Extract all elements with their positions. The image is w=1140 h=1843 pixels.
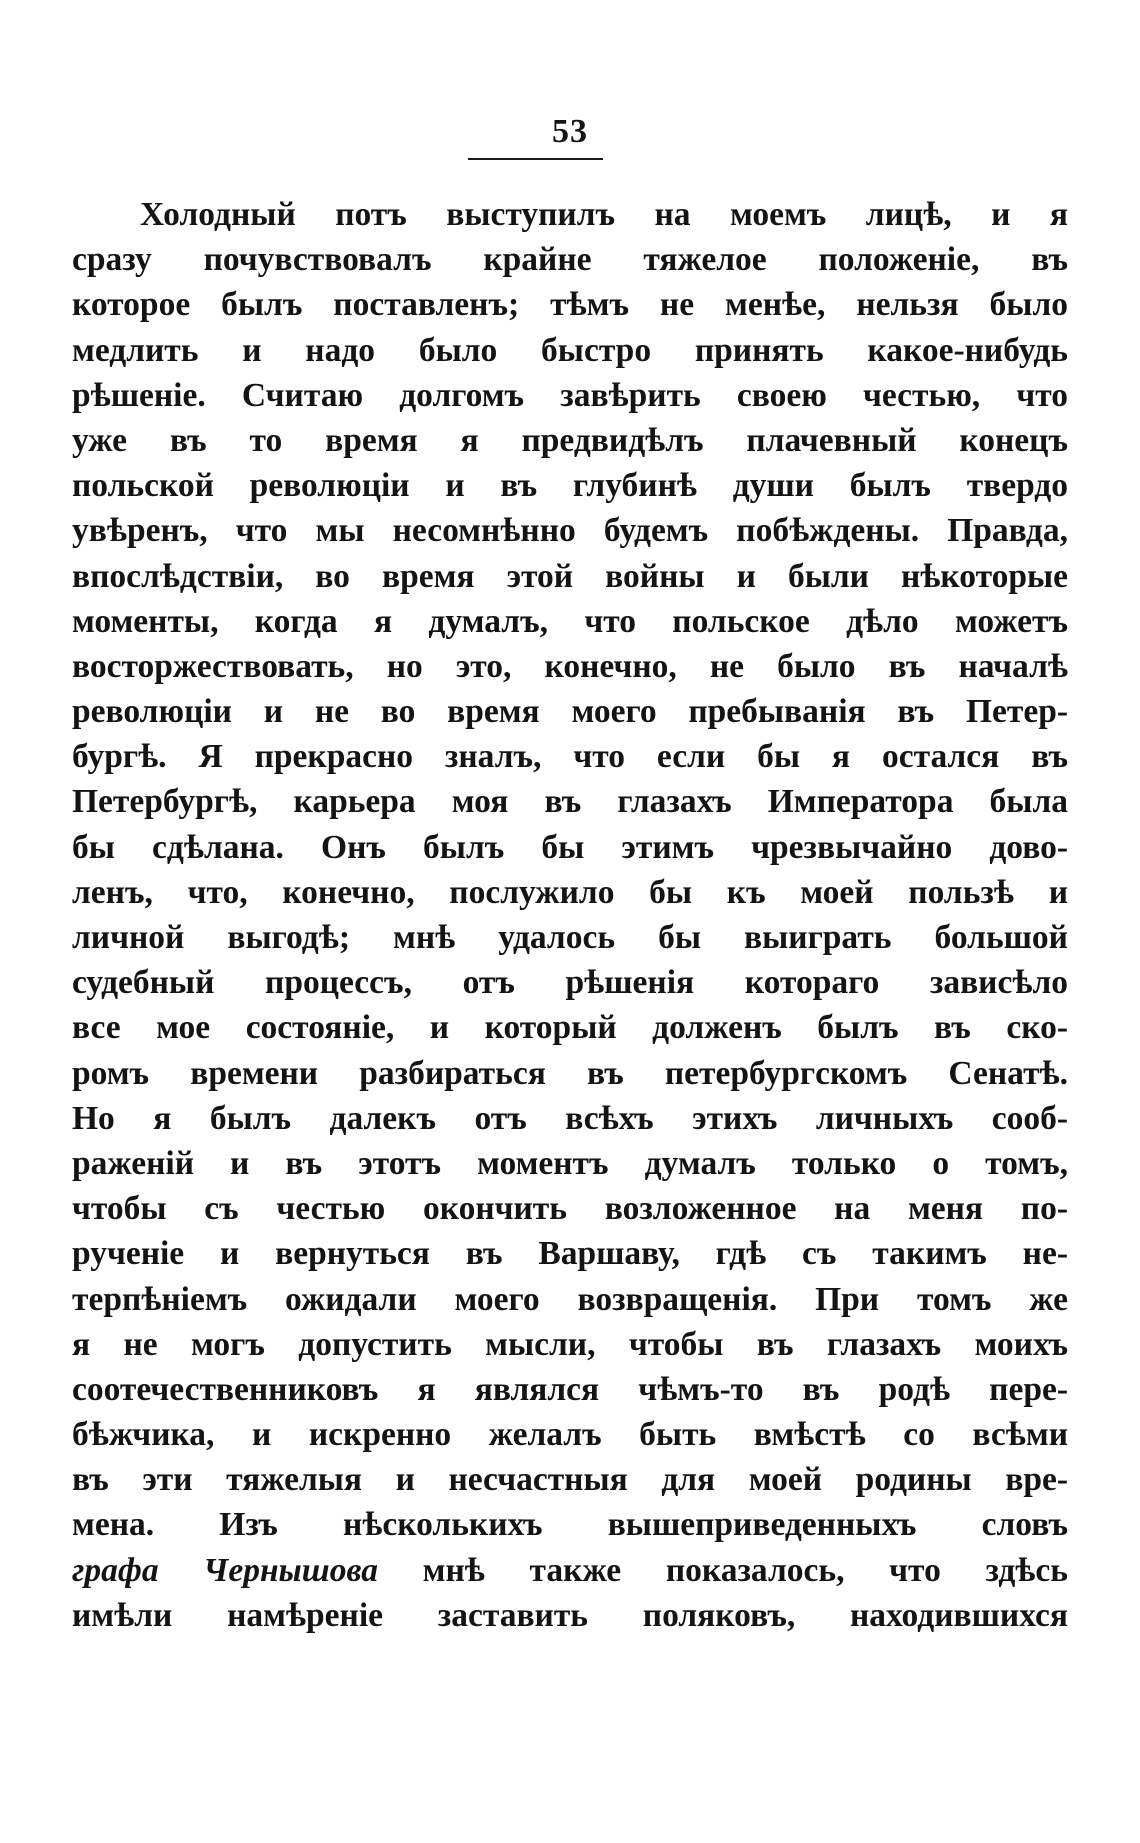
text-line: чтобы съ честью окончить возложенное на меня по-	[72, 1190, 1068, 1228]
text-line: я не могъ допустить мысли, чтобы въ глазахъ моихъ	[72, 1325, 1068, 1363]
text-line: терпѣніемъ ожидали моего возвращенія. При томъ же	[72, 1280, 1068, 1318]
text-line: рѣшеніе. Считаю долгомъ завѣрить своею честью, что	[72, 376, 1068, 414]
text-line: ленъ, что, конечно, послужило бы къ моей пользѣ и	[72, 873, 1068, 911]
text-line: бѣжчика, и искренно желалъ быть вмѣстѣ со всѣми	[72, 1416, 1068, 1454]
text-line: бургѣ. Я прекрасно зналъ, что если бы я остался въ	[72, 738, 1068, 776]
text-line: Холодный потъ выступилъ на моемъ лицѣ, и я	[140, 196, 1068, 233]
text-line: увѣренъ, что мы несомнѣнно будемъ побѣждены. Правда,	[72, 512, 1068, 550]
text-line: восторжествовать, но это, конечно, не было въ началѣ	[72, 647, 1068, 685]
text-line: все мое состояніе, и который долженъ былъ въ ско-	[72, 1009, 1068, 1047]
text-line: Петербургѣ, карьера моя въ глазахъ Императора была	[72, 783, 1068, 821]
text-line: въ эти тяжелыя и несчастныя для моей родины вре-	[72, 1461, 1068, 1499]
text-line: Но я былъ далекъ отъ всѣхъ этихъ личныхъ сооб-	[72, 1099, 1068, 1137]
text-line: мена. Изъ нѣсколькихъ вышеприведенныхъ словъ	[72, 1506, 1068, 1544]
text-line: революціи и не во время моего пребыванія въ Петер-	[72, 693, 1068, 731]
text-line-with-italic	[72, 1548, 1068, 1593]
text-line: имѣли намѣреніе заставить поляковъ, находившихся	[72, 1596, 1068, 1634]
text-line: уже въ то время я предвидѣлъ плачевный конецъ	[72, 421, 1068, 459]
text-line: впослѣдствіи, во время этой войны и были нѣкоторые	[72, 557, 1068, 595]
text-line: личной выгодѣ; мнѣ удалось бы выиграть большой	[72, 919, 1068, 956]
text-line: ромъ времени разбираться въ петербургскомъ Сенатѣ.	[72, 1054, 1068, 1092]
text-line: соотечественниковъ я являлся чѣмъ-то въ родѣ пере-	[72, 1370, 1068, 1408]
text-line: польской революціи и въ глубинѣ души былъ твердо	[72, 467, 1068, 505]
body-text	[72, 192, 1068, 1638]
text-segment: мнѣ также показалось, что здѣсь	[377, 1551, 1068, 1589]
text-line: медлить и надо было быстро принять какое-нибудь	[72, 331, 1068, 369]
page-number-rule	[468, 158, 603, 160]
text-line: бы сдѣлана. Онъ былъ бы этимъ чрезвычайно дово-	[72, 828, 1068, 866]
text-line: судебный процессъ, отъ рѣшенія котораго зависѣло	[72, 964, 1068, 1002]
text-line: моменты, когда я думалъ, что польское дѣло можетъ	[72, 602, 1068, 640]
text-line: сразу почувствовалъ крайне тяжелое положеніе, въ	[72, 241, 1068, 279]
page-number: 53	[552, 113, 588, 150]
text-line: рученіе и вернуться въ Варшаву, гдѣ съ такимъ не-	[72, 1235, 1068, 1273]
italic-name: графа Чернышова	[72, 1551, 378, 1589]
text-line: которое былъ поставленъ; тѣмъ не менѣе, нельзя было	[72, 286, 1068, 324]
text-line: раженій и въ этотъ моментъ думалъ только о томъ,	[72, 1144, 1068, 1182]
